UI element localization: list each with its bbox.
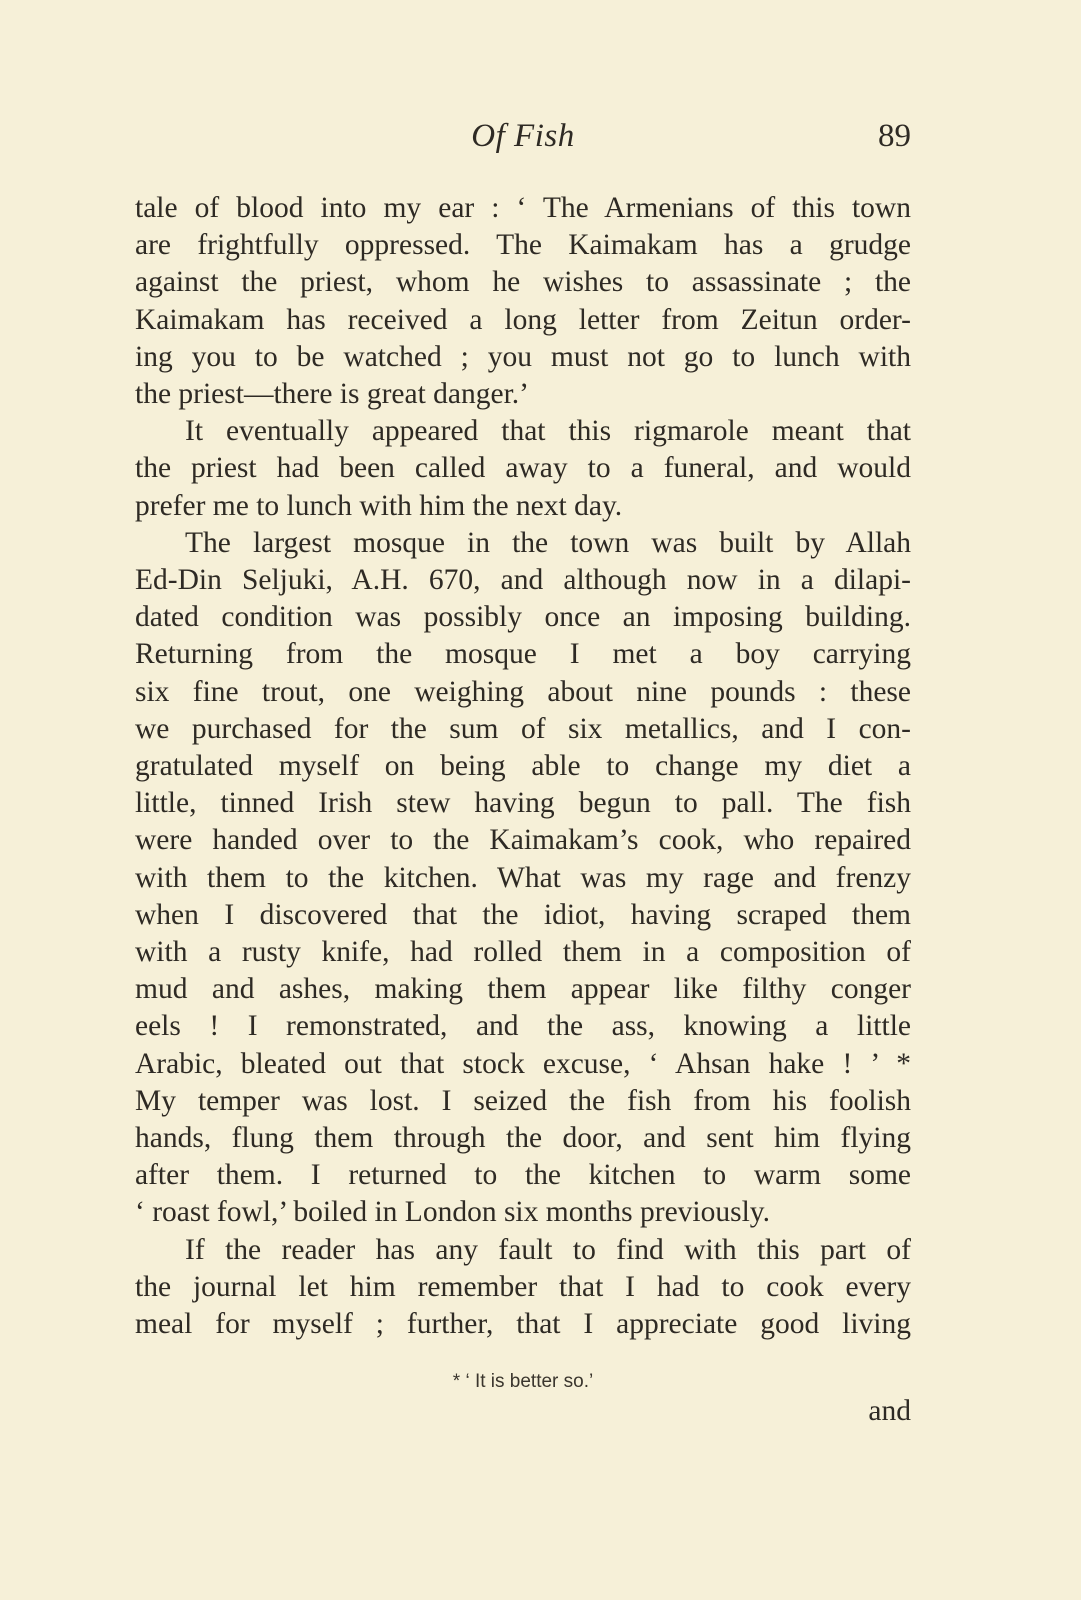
text-line: meal for myself ; further, that I appreciate good living: [135, 1308, 911, 1341]
page-number: 89: [878, 118, 911, 154]
text-line: ‘ roast fowl,’ boiled in London six months previously.: [135, 1196, 770, 1229]
text-line: the priest had been called away to a funeral, and would: [135, 452, 911, 485]
text-line: The largest mosque in the town was built by Allah: [185, 526, 911, 559]
text-line: Ed-Din Seljuki, A.H. 670, and although now in a dilapi-: [135, 564, 911, 597]
text-line: when I discovered that the idiot, having scraped them: [135, 898, 911, 931]
paragraph: [135, 525, 911, 1232]
text-line: the priest—there is great danger.’: [135, 378, 530, 411]
text-line: against the priest, whom he wishes to assassinate ; the: [135, 266, 911, 299]
text-line: gratulated myself on being able to change my diet a: [135, 750, 911, 783]
text-line: dated condition was possibly once an imposing building.: [135, 601, 911, 634]
text-line: If the reader has any fault to find with this part of: [185, 1233, 911, 1266]
paragraph: [135, 1232, 911, 1344]
running-title: Of Fish: [471, 118, 575, 154]
text-line: the journal let him remember that I had to cook every: [135, 1270, 911, 1303]
text-line: little, tinned Irish stew having begun to pall. The fish: [135, 787, 911, 820]
paragraph: [135, 413, 911, 525]
text-line: are frightfully oppressed. The Kaimakam has a grudge: [135, 229, 911, 262]
text-line: hands, flung them through the door, and sent him flying: [135, 1122, 911, 1155]
text-line: we purchased for the sum of six metallics, and I con-: [135, 712, 911, 745]
text-line: tale of blood into my ear : ‘ The Armenians of this town: [135, 192, 911, 224]
footnote: * ‘ It is better so.’: [452, 1371, 594, 1392]
paragraph: [135, 190, 911, 413]
text-line: prefer me to lunch with him the next day.: [135, 489, 623, 522]
text-line: ing you to be watched ; you must not go to lunch with: [135, 340, 911, 373]
text-line: after them. I returned to the kitchen to warm some: [135, 1159, 911, 1192]
text-line: It eventually appeared that this rigmarole meant that: [185, 415, 911, 448]
text-line: eels ! I remonstrated, and the ass, knowing a little: [135, 1010, 911, 1043]
text-line: Arabic, bleated out that stock excuse, ‘ Ahsan hake ! ’ *: [135, 1047, 911, 1080]
text-line: My temper was lost. I seized the fish from his foolish: [135, 1084, 911, 1117]
text-line: Returning from the mosque I met a boy carrying: [135, 638, 911, 671]
text-line: with a rusty knife, had rolled them in a composition of: [135, 936, 911, 969]
body-text: [135, 190, 911, 1343]
text-line: mud and ashes, making them appear like filthy conger: [135, 973, 911, 1006]
catchword: and: [868, 1395, 911, 1427]
text-line: with them to the kitchen. What was my rage and frenzy: [135, 861, 911, 894]
text-line: were handed over to the Kaimakam’s cook, who repaired: [135, 824, 911, 857]
running-head: [135, 118, 911, 168]
text-line: Kaimakam has received a long letter from Zeitun order-: [135, 303, 911, 336]
text-line: six fine trout, one weighing about nine pounds : these: [135, 675, 911, 708]
